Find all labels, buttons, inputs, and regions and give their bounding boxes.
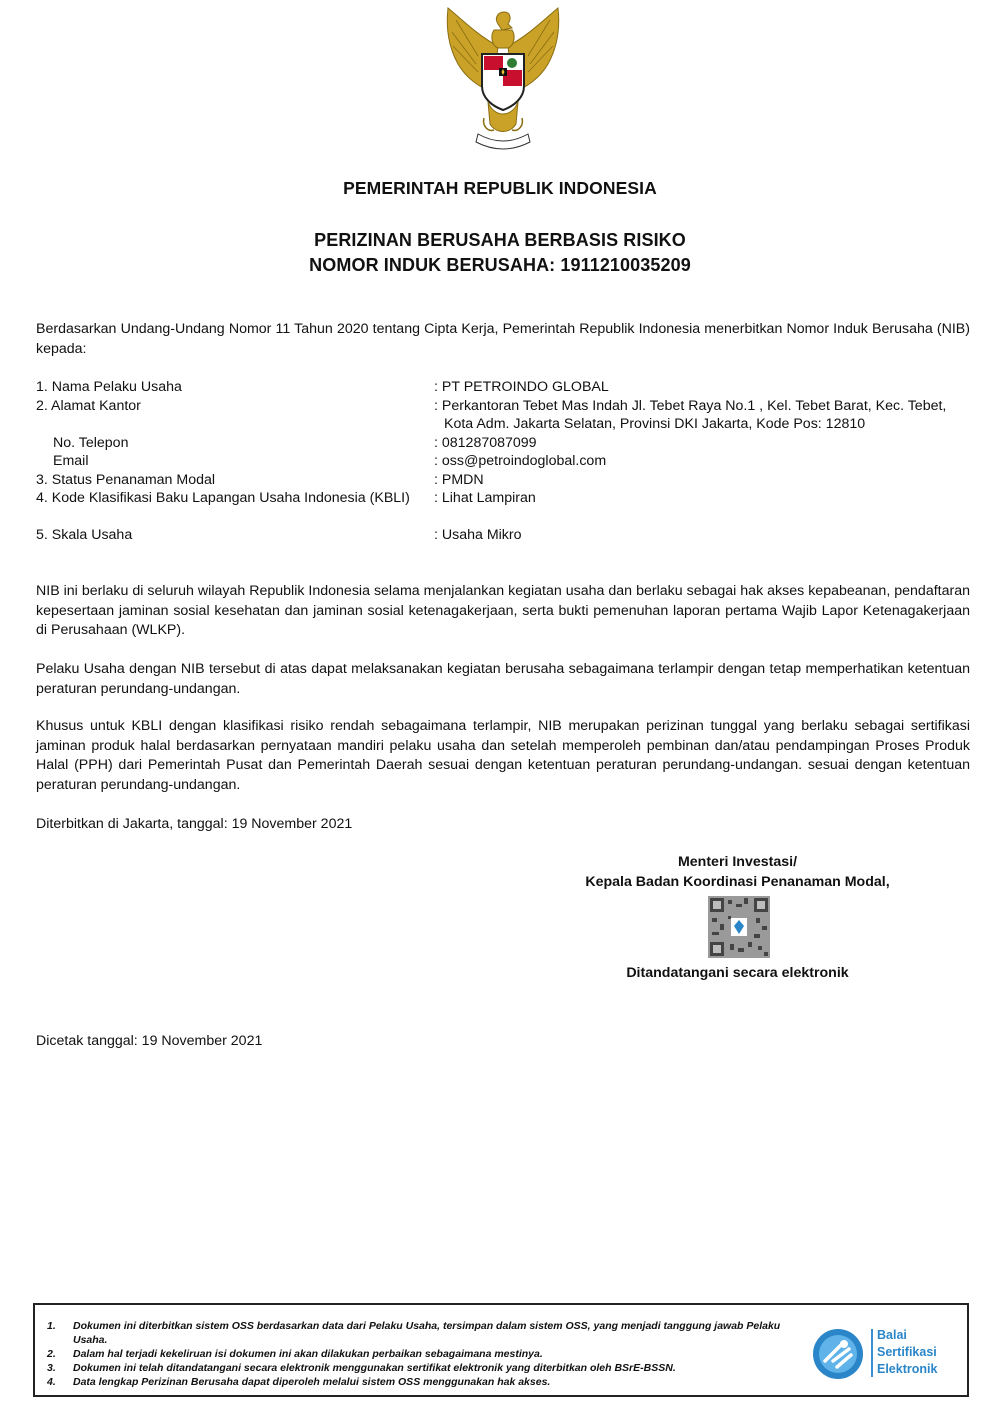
disclaimer-text: Dalam hal terjadi kekeliruan isi dokumen ini akan dilakukan perbaikan sebagaimana mestinya.: [73, 1348, 543, 1360]
disclaimer-item: [47, 1361, 817, 1375]
field-label: No. Telepon: [53, 434, 129, 451]
bsre-line: Elektronik: [877, 1362, 938, 1376]
field-value: : 081287087099: [434, 434, 537, 451]
printed-date: Dicetak tanggal: 19 November 2021: [36, 1033, 263, 1049]
halal-paragraph: Khusus untuk KBLI dengan klasifikasi risiko rendah sebagaimana terlampir, NIB merupakan perizinan tunggal yang berlaku sebagai sertifikasi jaminan produk halal berdasarkan pernyataan mandiri pelaku usaha dan setelah memperoleh pembinan dan/atau pendampingan Proses Produk Halal (PPH) dari Pemerintah Pusat dan Pemerintah Daerah sesuai dengan ketentuan peraturan perundang-undangan. sesuai dengan ketentuan peraturan perundang-undangan.: [36, 718, 970, 793]
electronic-signature-note: Ditandatangani secara elektronik: [626, 965, 849, 981]
field-row-kbli: [36, 489, 970, 526]
field-value: : Lihat Lampiran: [434, 490, 536, 506]
disclaimer-list: [47, 1319, 817, 1389]
bsre-logo-icon: [811, 1327, 865, 1381]
garuda-pancasila-emblem: [438, 6, 568, 152]
disclaimer-number: 2.: [47, 1348, 56, 1360]
bsre-logo-block: [811, 1323, 959, 1383]
field-row-address: [36, 397, 970, 434]
field-value: : Perkantoran Tebet Mas Indah Jl. Tebet Raya No.1 , Kel. Tebet Barat, Kec. Tebet, Kota Adm. Jakarta Selatan, Provinsi DKI Jakarta, Kode Pos: 12810: [434, 397, 947, 432]
bsre-line: Balai: [877, 1328, 907, 1342]
field-value: : oss@petroindoglobal.com: [434, 453, 607, 469]
field-row-investment-status: [36, 471, 970, 490]
field-label: Email: [53, 453, 89, 469]
bsre-wordmark: [877, 1327, 937, 1378]
disclaimer-item: [47, 1375, 817, 1389]
field-label: 1. Nama Pelaku Usaha: [36, 379, 182, 395]
issued-date: Diterbitkan di Jakarta, tanggal: 19 November 2021: [36, 816, 353, 832]
disclaimer-item: [47, 1347, 817, 1361]
disclaimer-text: Dokumen ini diterbitkan sistem OSS berdasarkan data dari Pelaku Usaha, tersimpan dalam sistem OSS, yang menjadi tanggung jawab Pelaku Usaha.: [73, 1320, 781, 1346]
field-label: 2. Alamat Kantor: [36, 397, 141, 414]
government-heading: PEMERINTAH REPUBLIK INDONESIA: [343, 178, 657, 198]
bsre-divider: [871, 1329, 873, 1377]
disclaimer-number: 1.: [47, 1320, 56, 1332]
intro-paragraph: Berdasarkan Undang-Undang Nomor 11 Tahun 2020 tentang Cipta Kerja, Pemerintah Republik Indonesia menerbitkan Nomor Induk Berusaha (NIB) kepada:: [36, 321, 970, 357]
document-title: [0, 228, 1000, 278]
signatory-block: [560, 852, 915, 892]
disclaimer-text: Data lengkap Perizinan Berusaha dapat diperoleh melalui sistem OSS menggunakan hak akses.: [73, 1376, 551, 1388]
field-value: : PMDN: [434, 471, 484, 488]
disclaimer-number: 4.: [47, 1376, 56, 1388]
footer-disclaimer-box: [33, 1303, 969, 1397]
signatory-title: Menteri Investasi/: [677, 854, 798, 870]
field-row-phone: [36, 434, 970, 453]
field-label: 5. Skala Usaha: [36, 527, 133, 543]
title-line-nib: NOMOR INDUK BERUSAHA: 1911210035209: [309, 255, 691, 275]
field-row-business-scale: [36, 526, 970, 545]
signature-qr-code: [708, 896, 770, 958]
field-label: 3. Status Penanaman Modal: [36, 471, 216, 488]
disclaimer-text: Dokumen ini telah ditandatangani secara elektronik menggunakan sertifikat elektronik yang diterbitkan oleh BSrE-BSSN.: [73, 1362, 676, 1374]
field-value: : PT PETROINDO GLOBAL: [434, 379, 609, 395]
activity-paragraph: Pelaku Usaha dengan NIB tersebut di atas dapat melaksanakan kegiatan berusaha sebagaimana terlampir dengan tetap memperhatikan ketentuan peraturan perundang-undangan.: [36, 661, 970, 697]
bsre-line: Sertifikasi: [877, 1345, 937, 1359]
field-row-name: [36, 378, 970, 397]
field-row-email: [36, 452, 970, 471]
disclaimer-number: 3.: [47, 1362, 56, 1374]
title-line-permit: PERIZINAN BERUSAHA BERBASIS RISIKO: [314, 230, 686, 250]
disclaimer-item: [47, 1319, 817, 1347]
validity-paragraph: NIB ini berlaku di seluruh wilayah Republik Indonesia selama menjalankan kegiatan usaha dan berlaku sebagai hak akses kepabeanan, pendaftaran kepesertaan jaminan sosial kesehatan dan jaminan sosial ketenagakerjaan, serta bukti pemenuhan laporan pertama Wajib Lapor Ketenagakerjaan di Perusahaan (WLKP).: [36, 583, 970, 638]
field-value: : Usaha Mikro: [434, 527, 522, 543]
signatory-agency: Kepala Badan Koordinasi Penanaman Modal,: [585, 874, 890, 890]
business-details: [36, 378, 970, 545]
field-label: 4. Kode Klasifikasi Baku Lapangan Usaha Indonesia (KBLI): [36, 490, 410, 506]
